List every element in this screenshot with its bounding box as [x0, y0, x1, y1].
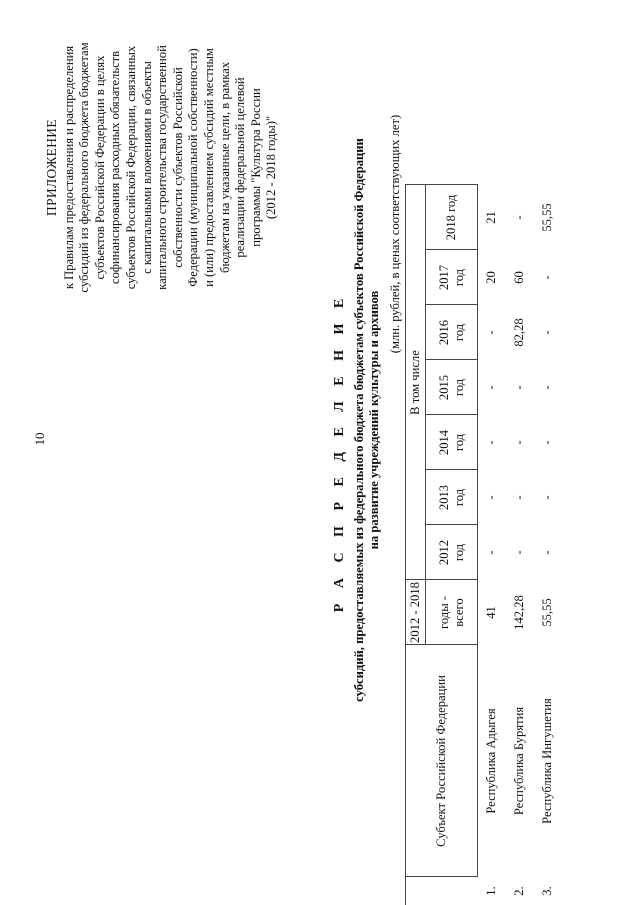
year-header — [426, 250, 478, 305]
year-header — [426, 415, 478, 470]
row-value: 20 — [484, 271, 499, 284]
row-value: - — [484, 440, 499, 445]
appendix-line: с капитальными вложениями в объекты — [139, 61, 154, 274]
year-header — [426, 525, 478, 580]
row-total: 142,28 — [512, 595, 526, 630]
row-value: - — [512, 495, 526, 500]
year-header-line: год — [451, 323, 466, 342]
row-value: - — [540, 495, 554, 500]
appendix-line: субъектов Российской Федерации в целях — [92, 55, 107, 280]
row-value: 82,28 — [512, 318, 526, 347]
year-header-line: 2016 — [436, 319, 451, 346]
year-header — [426, 360, 478, 415]
row-value: - — [512, 440, 526, 445]
document-subtitle — [352, 105, 383, 735]
year-header-line: 2018 год — [444, 194, 458, 241]
total-header — [426, 580, 478, 645]
row-value: - — [540, 330, 554, 335]
row-value: - — [484, 495, 499, 500]
appendix-line: бюджетам на указанные цели, в рамках — [217, 61, 232, 274]
distribution-table — [405, 185, 562, 905]
row-value: - — [484, 330, 499, 335]
units-note: (млн. рублей, в ценах соответствующих лет) — [388, 114, 402, 354]
row-total: 55,55 — [540, 598, 554, 627]
table-row — [478, 185, 506, 905]
year-header — [426, 185, 478, 250]
header-row-1 — [406, 185, 426, 905]
row-value: - — [540, 275, 554, 280]
appendix-block — [44, 0, 280, 345]
row-value: 21 — [484, 211, 499, 224]
total-header-line: годы - — [436, 596, 451, 629]
subject-header: Субъект Российской Федерации — [406, 645, 478, 877]
appendix-line: к Правилам предоставления и распределения — [61, 45, 76, 290]
row-subject: Республика Бурятия — [512, 706, 526, 816]
row-value: 60 — [512, 271, 526, 284]
year-header-line: год — [451, 543, 466, 562]
subtitle-line: субсидий, предоставляемых из федерального бюджета бюджетам субъектов Российской Федерации — [352, 138, 366, 702]
table-row — [506, 185, 534, 905]
row-value: - — [512, 215, 526, 220]
appendix-line: реализации федеральной целевой — [233, 77, 248, 258]
year-header-line: год — [451, 488, 466, 507]
appendix-line: софинансирования расходных обязательств — [108, 50, 123, 285]
subtitle-line: на развитие учреждений культуры и архивов — [367, 290, 382, 550]
total-period-header: 2012 - 2018 — [406, 580, 426, 645]
row-value: - — [540, 440, 554, 445]
appendix-line: субъектов Российской Федерации, связанных — [123, 45, 138, 290]
row-number: 1. — [484, 886, 498, 896]
year-header-line: 2012 — [436, 539, 451, 566]
year-header-line: 2015 — [436, 374, 451, 401]
row-value: - — [512, 385, 526, 390]
year-header-line: год — [451, 378, 466, 397]
year-header-line: год — [451, 433, 466, 452]
appendix-line: программы "Культура России — [248, 88, 263, 247]
number-header — [406, 877, 478, 905]
row-number: 3. — [540, 886, 554, 896]
appendix-line: капитального строительства государственной — [155, 45, 170, 290]
including-header: В том числе — [406, 185, 426, 580]
row-subject: Республика Адыгея — [484, 708, 499, 814]
row-value: - — [484, 550, 499, 555]
page-number: 10 — [32, 432, 47, 446]
row-total: 41 — [484, 606, 499, 619]
document-title: Р А С П Р Е Д Е Л Е Н И Е — [332, 292, 347, 613]
appendix-line: и (или) предоставлением субсидий местным — [201, 48, 216, 287]
year-header — [426, 470, 478, 525]
appendix-title: ПРИЛОЖЕНИЕ — [44, 119, 59, 216]
table-row — [534, 185, 562, 905]
appendix-line: (2012 - 2018 годы)" — [264, 115, 279, 220]
year-header-line: год — [451, 268, 466, 287]
year-header-line: 2014 — [436, 429, 451, 456]
total-header-line: всего — [451, 598, 466, 627]
row-subject: Республика Ингушетия — [540, 698, 554, 824]
appendix-line: собственности субъектов Российской — [170, 67, 185, 268]
row-value: - — [540, 385, 554, 390]
row-value: - — [512, 550, 526, 555]
year-header — [426, 305, 478, 360]
appendix-line: субсидий из федерального бюджета бюджетам — [77, 42, 92, 293]
row-value: - — [540, 550, 554, 555]
year-header-line: 2017 — [436, 264, 451, 291]
row-number: 2. — [512, 886, 526, 896]
row-value: - — [484, 385, 499, 390]
row-value: 55,55 — [540, 203, 554, 232]
year-header-line: 2013 — [436, 484, 451, 511]
appendix-line: Федерации (муниципальной собственности) — [186, 48, 201, 287]
